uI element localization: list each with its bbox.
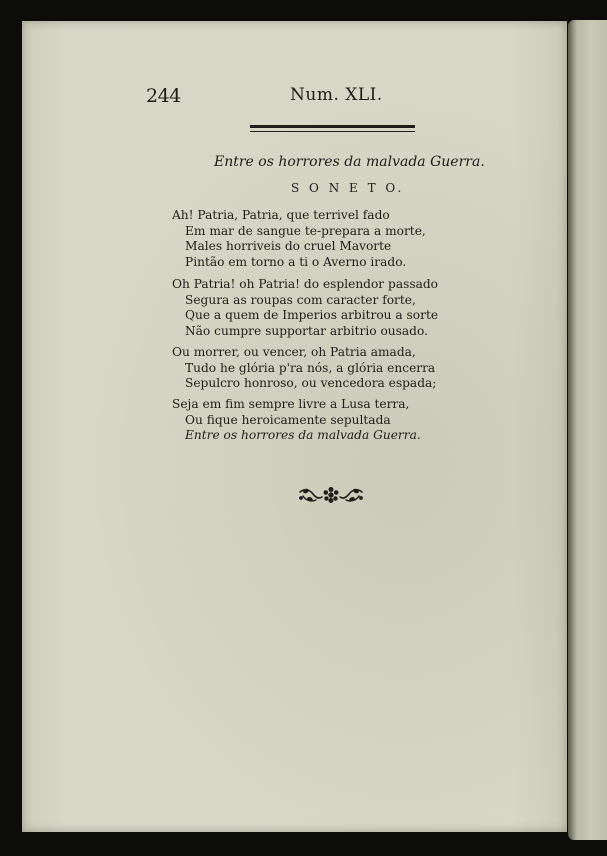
facing-page-edge	[568, 20, 607, 840]
verse-line: Pintão em torno a ti o Averno irado.	[185, 254, 407, 269]
verse-line: Tudo he glória p'ra nós, a glória encerra	[185, 360, 436, 375]
stanza-2	[172, 277, 438, 339]
verse-line: Oh Patria! oh Patria! do esplendor passado	[172, 277, 438, 291]
running-head: Num. XLI.	[290, 85, 383, 105]
verse-line: Males horriveis do cruel Mavorte	[185, 239, 392, 253]
verse-line: Segura as roupas com caracter forte,	[185, 292, 416, 307]
poem-heading: Entre os horrores da malvada Guerra.	[214, 154, 485, 170]
verse-line: Seja em fim sempre livre a Lusa terra,	[172, 397, 410, 411]
verse-line: Não cumpre supportar arbitrio ousado.	[185, 323, 428, 338]
floral-ornament-icon	[297, 484, 365, 506]
stanza-3	[172, 345, 436, 392]
page-number: 244	[146, 85, 181, 107]
poem-form-label: S O N E T O.	[291, 181, 405, 195]
verse-line: Que a quem de Imperios arbitrou a sorte	[185, 308, 439, 322]
verse-line: Ah! Patria, Patria, que terrivel fado	[172, 208, 390, 222]
verse-line: Sepulcro honroso, ou vencedora espada;	[185, 376, 437, 390]
header-rule-thick	[250, 125, 415, 128]
verse-line: Ou fique heroicamente sepultada	[185, 412, 391, 427]
verse-line: Ou morrer, ou vencer, oh Patria amada,	[172, 345, 416, 359]
verse-line: Entre os horrores da malvada Guerra.	[185, 428, 421, 442]
header-rule-thin	[250, 131, 415, 132]
stanza-4	[172, 397, 421, 444]
stanza-1	[172, 208, 426, 270]
verse-line: Em mar de sangue te-prepara a morte,	[185, 223, 426, 238]
